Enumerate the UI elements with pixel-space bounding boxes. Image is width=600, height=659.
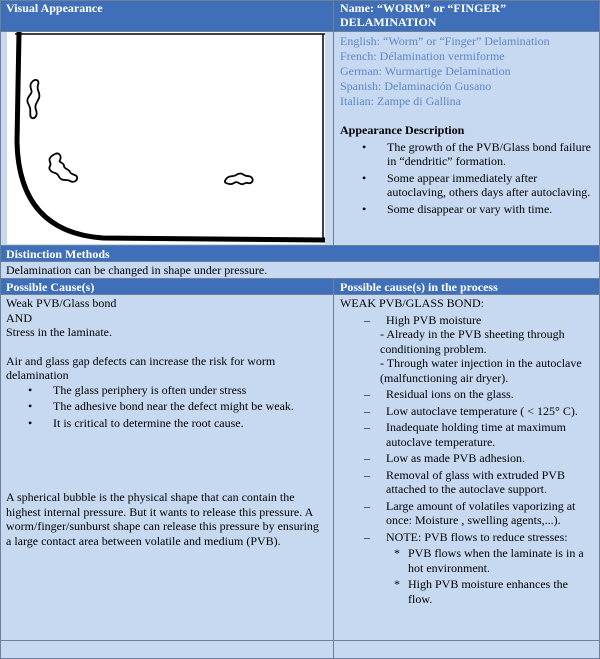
appearance-item: • Some appear immediately after autoclaving, others days after autoclaving. (340, 171, 593, 200)
cause-paragraph: Air and glass gap defects can increase the risk for worm delamination (6, 353, 276, 382)
process-item: – Removal of glass with extruded PVB attached to the autoclave support. (340, 468, 593, 497)
process-list (340, 313, 593, 545)
appearance-item: • The growth of the PVB/Glass bond failure in “dendritic” formation. (340, 140, 593, 169)
defect-name-title: Name: “WORM” or “FINGER” DELAMINATION (340, 1, 507, 29)
note-item: * PVB flows when the laminate is in a hot environment. (340, 546, 593, 575)
distinction-text: Delamination can be changed in shape under pressure. (6, 263, 268, 277)
possible-causes-cell (0, 295, 334, 641)
empty-bottom-left (0, 641, 334, 659)
process-causes-cell (334, 295, 600, 641)
names-cell (334, 32, 600, 246)
cause-bullet: • The adhesive bond near the defect might be weak. (6, 399, 327, 414)
process-moisture: High PVB moisture (386, 312, 482, 327)
process-note: NOTE: PVB flows to reduce stresses: (386, 529, 568, 544)
process-item: – Large amount of volatiles vaporizing at once: Moisture , swelling agents,...). (340, 499, 593, 528)
visual-appearance-title: Visual Appearance (6, 1, 103, 15)
possible-causes-header (0, 279, 334, 295)
name-french: French: Délamination vermiforme (340, 49, 505, 63)
name-english: English: “Worm” or “Finger” Delamination (340, 34, 550, 48)
cause-bullet: • It is critical to determine the root cause. (6, 416, 327, 431)
name-german: German: Wurmartige Delamination (340, 64, 511, 78)
process-moisture-sub: - Already in the PVB sheeting through conditioning problem. (380, 327, 565, 356)
cause-bullet: • The glass periphery is often under stress (6, 383, 327, 398)
note-item: * High PVB moisture enhances the flow. (340, 577, 593, 606)
visual-appearance-header (0, 0, 334, 32)
appearance-item: • Some disappear or vary with time. (340, 202, 593, 217)
appearance-description-title: Appearance Description (340, 123, 465, 137)
process-item: – Low autoclave temperature ( < 125° C). (340, 404, 593, 419)
appearance-list (340, 140, 593, 217)
language-names (340, 34, 593, 109)
process-causes-title: Possible cause(s) in the process (340, 280, 498, 294)
process-item: – Low as made PVB adhesion. (340, 451, 593, 466)
distinction-header (0, 246, 600, 262)
name-italian: Italian: Zampe di Gallina (340, 94, 461, 108)
glass-corner-drawing (7, 32, 325, 244)
process-causes-header (334, 279, 600, 295)
empty-bottom-right (334, 641, 600, 659)
cause-line: Stress in the laminate. (6, 325, 112, 339)
name-spanish: Spanish: Delaminación Gusano (340, 79, 492, 93)
process-item: – Residual ions on the glass. (340, 387, 593, 402)
distinction-title: Distinction Methods (6, 247, 110, 261)
process-item-note (340, 530, 593, 545)
note-list (340, 546, 593, 606)
cause-bullets (6, 383, 327, 431)
worm-delamination-illustration (7, 32, 325, 244)
cause-line: Weak PVB/Glass bond (6, 296, 117, 310)
cause-line: AND (6, 310, 32, 325)
process-moisture-sub: - Through water injection in the autoclave (malfunctioning air dryer). (380, 356, 582, 385)
process-title: WEAK PVB/GLASS BOND: (340, 296, 485, 310)
possible-causes-title: Possible Cause(s) (6, 280, 95, 294)
process-item: – Inadequate holding time at maximum autoclave temperature. (340, 420, 593, 449)
distinction-cell (0, 262, 600, 279)
name-header (334, 0, 600, 32)
process-item-moisture (340, 313, 593, 386)
bubble-paragraph: A spherical bubble is the physical shape that can contain the highest internal pressure. But it wants to release this pressure. A worm/finger/sunburst shape can release this pressure by ensuring a large contact area between volatile and medium (PVB). (6, 490, 319, 548)
